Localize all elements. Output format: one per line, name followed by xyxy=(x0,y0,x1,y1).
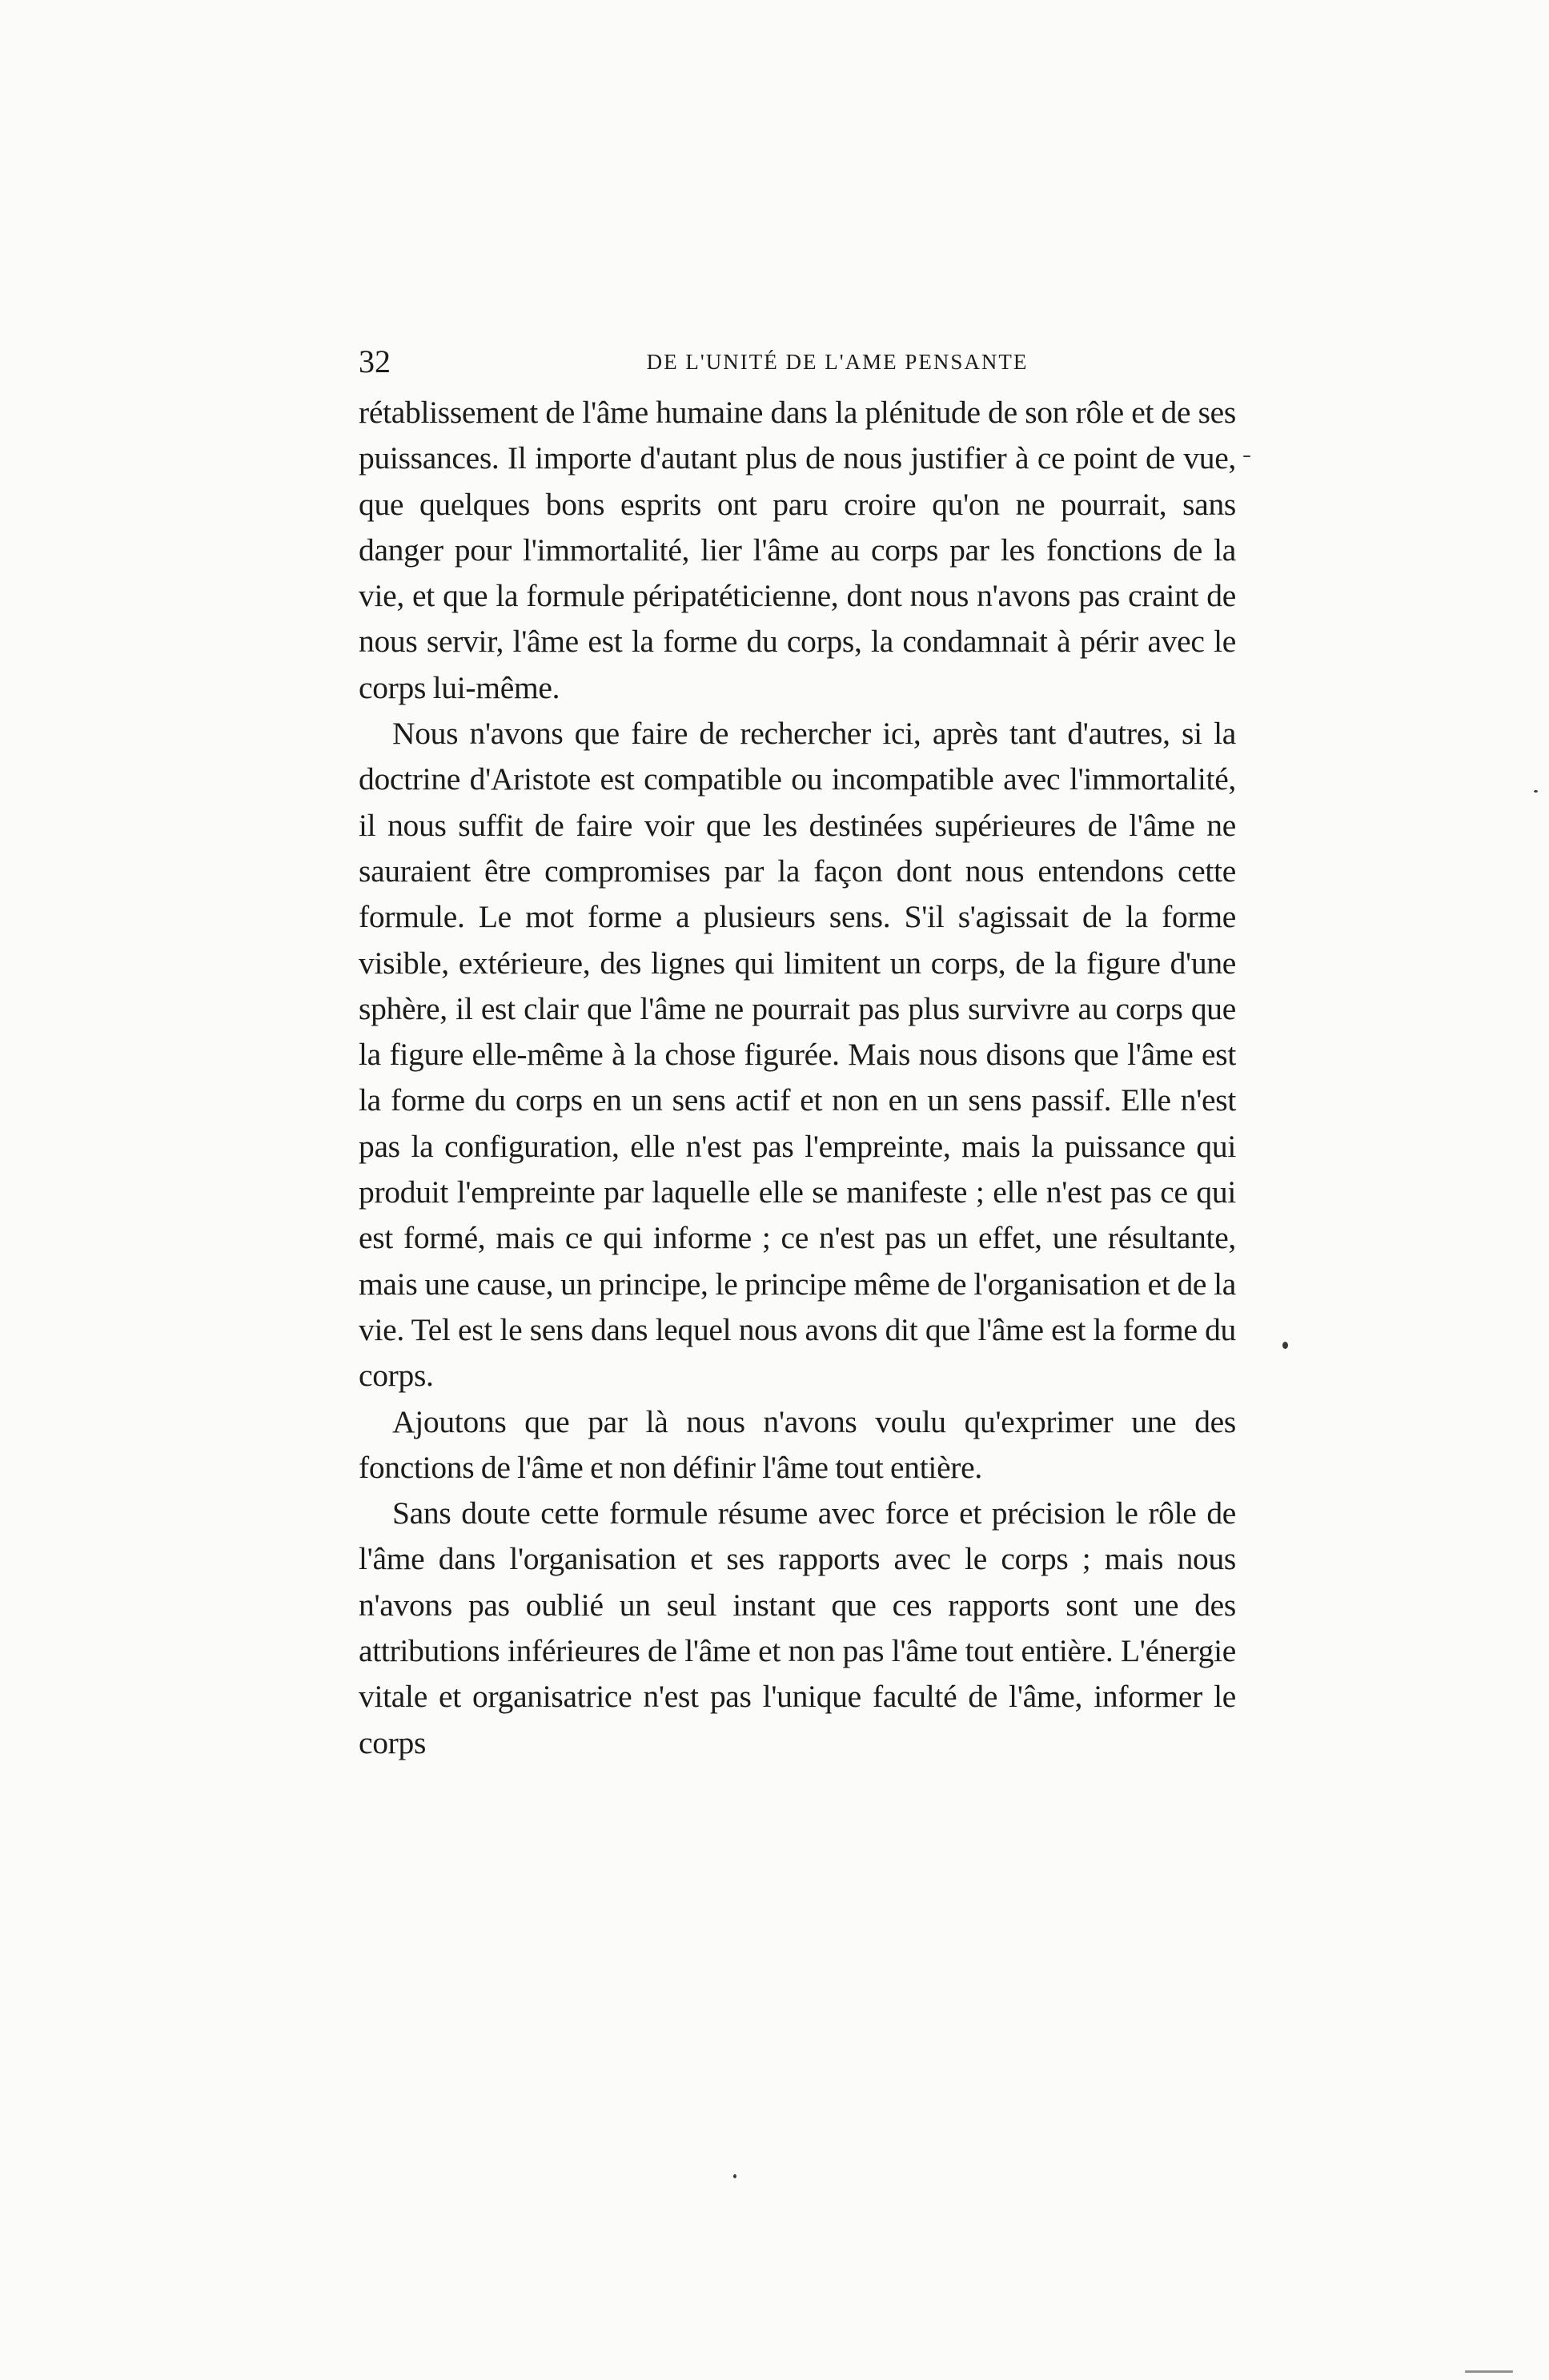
paragraph-2: Nous n'avons que faire de rechercher ici, après tant d'autres, si la doctrine d'Aristote est compatible ou incompatible avec l'immortalité, il nous suffit de faire voir que les destinées supérieures de l'âme ne sauraient être compromises par la façon dont nous entendons cette formule. Le mot forme a plusieurs sens. S'il s'agissait de la forme visible, extérieure, des lignes qui limitent un corps, de la figure d'une sphère, il est clair que l'âme ne pourrait pas plus survivre au corps que la figure elle-même à la chose figurée. Mais nous disons que l'âme est la forme du corps en un sens actif et non en un sens passif. Elle n'est pas la configuration, elle n'est pas l'empreinte, mais la puissance qui produit l'empreinte par laquelle elle se manifeste ; elle n'est pas ce qui est formé, mais ce qui informe ; ce n'est pas un effet, une résultante, mais une cause, un principe, le principe même de l'organisation et de la vie. Tel est le sens dans lequel nous avons dit que l'âme est la forme du corps. xyxy=(359,716,1236,1394)
paragraph-1: rétablissement de l'âme humaine dans la plénitude de son rôle et de ses puissances. Il importe d'autant plus de nous justifier à ce point de vue, que quelques bons esprits ont paru croire qu'on ne pourrait, sans danger pour l'immortalité, lier l'âme au corps par les fonctions de la vie, et que la formule péripatéticienne, dont nous n'avons pas craint de nous servir, l'âme est la forme du corps, la condamnait à périr avec le corps lui-même. xyxy=(359,395,1236,705)
page-number: 32 xyxy=(359,343,391,379)
body-text xyxy=(359,390,1236,1766)
scan-speck xyxy=(1534,790,1538,793)
scan-speck xyxy=(1243,456,1250,457)
scan-speck xyxy=(1282,1342,1288,1349)
running-head xyxy=(359,341,1236,383)
scan-speck xyxy=(733,2174,736,2178)
paragraph-4: Sans doute cette formule résume avec force et précision le rôle de l'âme dans l'organisation et ses rapports avec le corps ; mais nous n'avons pas oublié un seul instant que ces rapports sont une des attributions inférieures de l'âme et non pas l'âme tout entière. L'énergie vitale et organisatrice n'est pas l'unique faculté de l'âme, informer le corps xyxy=(359,1495,1236,1760)
paragraph-3: Ajoutons que par là nous n'avons voulu qu'exprimer une des fonctions de l'âme et non définir l'âme tout entière. xyxy=(359,1403,1236,1485)
running-title: DE L'UNITÉ DE L'AME PENSANTE xyxy=(646,350,1029,374)
scan-speck xyxy=(1465,2370,1513,2373)
